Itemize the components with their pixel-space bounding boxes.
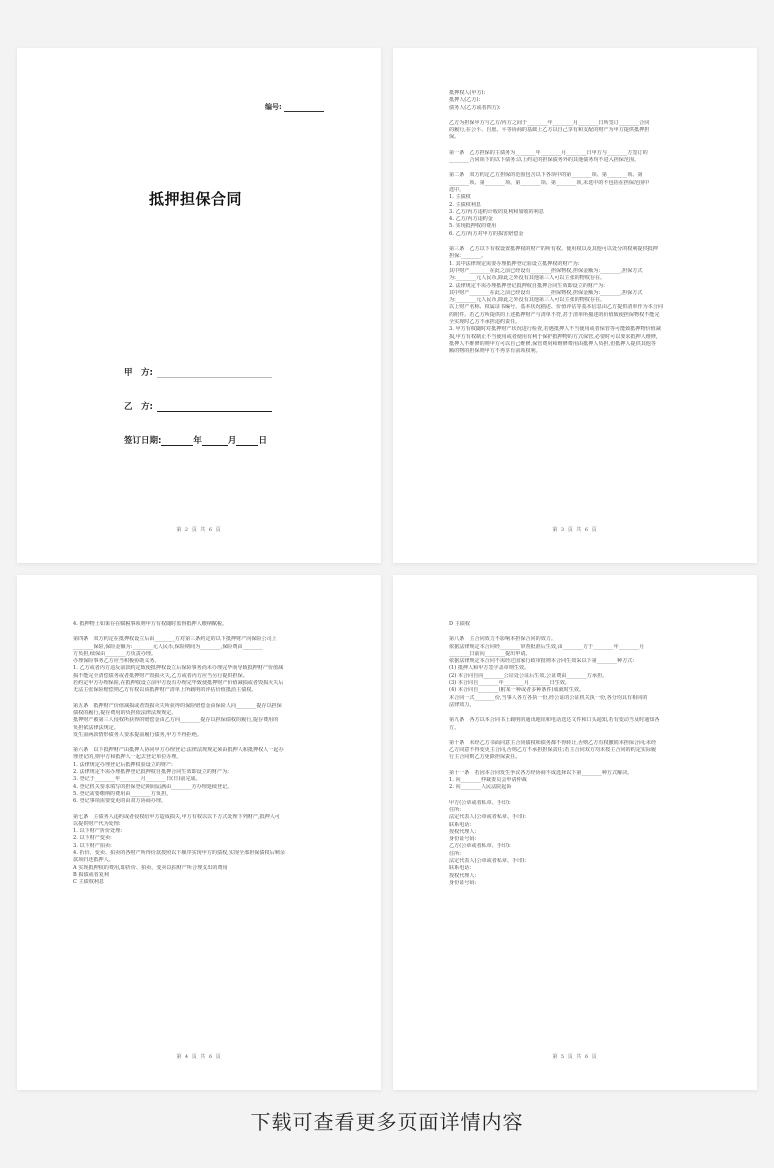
text-line: 以提供财产代为处理: [73,820,121,827]
text-line: 4. 折价、变卖、拍卖的各财产所得价款按照以下顺序实现甲方的债权,实现全部担保债权后剩余 [73,850,285,857]
page-body [449,90,723,356]
text-line: 1. 以下财产折价处理: [73,828,122,835]
text-line: 依据法律规定本合同经________审查批准后生效,由________方于________年________月 [449,643,645,650]
text-line: ________合同项下的以下债务:以上约定的担保债务外的其他债务均不进入担保范围。 [449,157,640,164]
text-line: 方。 [449,724,460,731]
text-line: (4) 本合同自________(附某一种或者多种条件)成就时生效。 [449,687,585,694]
text-line: 6. 登记事项需要变更的由双方协商办理。 [73,798,167,805]
text-line: 若约定甲方办理保险,在抵押权设立前甲方没有办理完毕致使抵押财产价值减损或者毁损灭失后 [73,680,284,687]
paragraph-gap [73,695,347,703]
text-line: ________项、第________项、第________项、第________项,未选中的不包括在担保范围中 [449,179,650,186]
text-line: 1. 向________仲裁委员会申请仲裁 [449,777,527,784]
text-line: 本合同一式________份,当事人各方各执一份,经公证的公证机关执一份,各分均具有相同的 [449,694,648,701]
sign-date-label: 签订日期: [124,436,162,446]
text-line: 6. 乙方/丙方对甲方的损害赔偿金 [449,230,524,237]
text-line: 第二条 双方约定乙方担保的范围包含以下各项中的第________项、第________项、第 [449,172,643,179]
page-title: 抵押担保合同 [149,190,243,208]
paragraph-gap [73,739,347,747]
text-line: 2. 向________人民法院起诉 [449,784,512,791]
paragraph-gap [449,238,723,246]
text-line: 其中财产________在此之前已经设有________担保物权,担保金额为:________,担保方式 [449,289,643,296]
text-line: (1) 抵押人和甲方签字盖章则生效。 [449,665,530,672]
text-line: 1. 其中法律规定需要办理抵押登记验设立抵押权的财产为: [449,260,580,267]
text-line: B 损债或者复利 [73,871,109,878]
text-line: 3. 以下财产拍卖: [73,842,112,849]
text-line: 授权代理人: [449,872,477,879]
text-line: D 主债权 [449,621,470,627]
paragraph-gap [73,628,347,636]
text-line: 2. 法律规定不需办理抵押登记抵押权自抵押合同生效即设立的财产为: [73,769,229,776]
text-line: 联系电话: [449,865,472,872]
text-line: 其中财产________在此之前已经设有________担保物权,担保金额为:________,担保方式 [449,267,643,274]
text-line: 抵押人(乙方): [449,97,481,104]
text-line: 理登记的,则甲方和抵押人一起去登记单位办理。 [73,754,182,761]
paragraph-gap [73,806,347,814]
party-b-field [124,400,272,412]
text-line: 负担依法律法规定。 [73,724,119,731]
text-line: 1. 法律规定办理登记后抵押权验设立的财产: [73,761,173,768]
page-body [449,621,723,887]
text-line: 3. 乙方/丙方违约计收的复利和加收的利息 [449,208,544,215]
contract-number-label: 编号: [265,103,282,111]
text-line: 住所: [449,850,461,857]
text-line: 款项归还抵押人。 [73,857,114,864]
text-line: 第七条 主债务人违约或者侵权给甲方造成损失,甲方有权以以下方式处理下列财产,抵押人可 [73,813,280,820]
party-b-label: 乙 方: [124,402,153,412]
contract-number-blank [284,104,324,112]
text-line: (2) 本合同自向________公证处公证后生效,公证费由________方承担。 [449,672,608,679]
text-line: 的附件。若乙方所提供的上述抵押财产与清单不符,甚于清单所描述的价值致使担保物权不能完 [449,311,660,318]
paragraph-gap [449,709,723,717]
text-line: 全实现时乙方不承担违约责任。 [449,319,521,326]
text-line: 选中。 [449,186,465,193]
text-line: 的履行,在公平、自愿、平等协商的基础上乙方以自己享有和支配的财产为甲方提供抵押担 [449,127,650,134]
text-line: 依据法律规定本合同不需经过国家行政审批则本合同生效采以下第________种方式: [449,658,635,665]
text-line: 担保:________。 [449,253,487,260]
contract-number-field [265,102,324,112]
text-line: 额的物的担保则甲方不再享有前项权利。 [449,348,541,355]
text-line: 无法主张保险赔偿则乙方有权以该抵押财产清单上所载明的评估价值抵消主债权。 [73,687,257,694]
text-line: 第四条 双方约定在抵押权设立后由________方对第三条约定的以下抵押财产向保险公司上 [73,636,277,643]
text-line: 4. 抵押物上如果存在赋税事项则甲方有权随时监督抵押人缴纳赋税。 [73,621,228,627]
year-label: 年 [193,436,202,446]
text-line: 抵押财产被第三人侵权所获得的赔偿金由乙方向________提存以担保债权的履行,提存费用的 [73,717,279,724]
paragraph-gap [449,762,723,770]
text-line: 5. 登记需要缴纳的费用由________方负担。 [73,790,172,797]
text-line: 1. 主债权 [449,194,471,201]
party-a-label: 甲 方: [124,368,153,378]
text-line: 住所: [449,806,461,813]
text-line: 3. 登记于________年________月________日(日)前完成。 [73,776,201,783]
month-label: 月 [227,436,237,446]
text-line: 联系电话: [449,821,472,828]
text-line: 第五条 抵押财产价值减损或者毁损灭失所获得的保险赔偿金由保险人向________提存以担保 [73,702,282,709]
text-line: 债权的履行,提存费用的负担依法律法规规定。 [73,709,177,716]
text-line: ________保险,保险金额为:________元人民币,保险期间为________,保险费由________ [73,643,263,650]
text-line: 第六条 以下抵押财产由抵押人协同甲方办理登记:法律法规规定须由抵押人和抵押权人一起办 [73,747,284,754]
text-line: 4. 登记机关要求填写的担保登记期间届满由________方办理延续登记。 [73,783,233,790]
day-blank [236,436,258,446]
text-line: 2. 主债权利息 [449,201,481,208]
text-line: ________日前向________提出申请。 [449,650,531,657]
text-line: 身份证号码: [449,879,477,886]
text-line: 乙方同意不得变更主合同,否则乙方不承担担保责任;若主合同双方均未按主合同的约定实际履 [449,747,657,754]
download-caption: 下载可查看更多页面详情内容 [250,1110,524,1134]
text-line: 抵押人不维修的则甲方可以自己维修,保管费用和维修费用由抵押人负担,但抵押人提供其他等 [449,340,656,347]
paragraph-gap [449,628,723,636]
text-line: A 实现抵押权的费用,即折价、拍卖、变卖以拍财产所合理支出的费用 [73,864,228,871]
paragraph-gap [449,112,723,120]
document-page-5 [393,575,757,1090]
text-line: 损,甲方有权制止不当使用或者使用有利于保护抵押物的方式保管,必要时可以要求抵押人维修, [449,333,658,340]
text-line: 第一条 乙方担保的主债务为________年________月________日甲方与________方签订的 [449,149,648,156]
text-line: 债务人(乙方或者四方): [449,104,501,111]
text-line: 身份证号码: [449,836,477,843]
page-footer: 第 3 页 共 6 页 [552,527,598,533]
page-footer: 第 2 页 共 6 页 [176,527,222,533]
sign-date-field [124,434,267,446]
text-line: 乙方为担保甲方与乙方/丙方之间于________年________月________日所签订________合同 [449,119,650,126]
text-line: 损不能完全清偿债务或者抵押财产毁损灭失,乙方或者丙方应当另行提供担保。 [73,672,248,679]
text-line: C 主债权利息 [73,879,104,886]
text-line: 保。 [449,134,460,141]
day-label: 日 [258,436,267,446]
paragraph-gap [449,142,723,150]
text-line: 法定代表人(公章或者私章、手印): [449,814,527,821]
document-page-4 [17,575,381,1090]
text-line: 为:________元人民币,除此之外没有其他第三人可以主张的物权存在。 [449,297,606,304]
text-line: 1. 乙方或者丙方违反前款约定致使抵押权设立后保险事务尚未办理完毕而导致抵押财产价值减 [73,665,284,672]
paragraph-gap [449,792,723,800]
text-line: 法律效力。 [449,701,475,708]
text-line: 第十条 未经乙方书面同意主合同债权和债务都不得转让,否则乙方有权撤销本担保合同;未经 [449,739,657,746]
text-line: 乙方(公章或者私章、手印): [449,843,511,850]
paragraph-gap [449,732,723,740]
document-page-3 [393,48,757,563]
paragraph-gap [449,164,723,172]
text-line: 法定代表人(公章或者私章、手印): [449,858,527,865]
document-page-2 [17,48,381,563]
text-line: 4. 乙方/丙方违约金 [449,216,493,223]
page-footer: 第 5 页 共 6 页 [552,1054,598,1060]
text-line: (3) 本合同自________年________月________日生效。 [449,680,570,687]
text-line: 甲方(公章或者私章、手印): [449,799,511,806]
text-line: 5. 实现抵押权的费用 [449,223,497,230]
text-line: 授权代理人: [449,828,477,835]
text-line: 方负担,续保由________方负责办理。 [73,650,157,657]
text-line: 以上财产名称、权属证书编号、基本状况描述、价值评估等基本信息由乙方提供清单作为本合同 [449,304,663,311]
party-a-field [124,366,272,378]
page-body [73,621,347,887]
text-line: 发生前两款情形债务人要求提前履行债务,甲方不得拒绝。 [73,731,202,738]
month-blank [202,436,228,446]
text-line: 行主合同则乙方免除担保责任。 [449,754,521,761]
text-line: 2. 法律规定不需办理抵押登记抵押权自抵押合同生效即设立的财产为: [449,282,605,289]
party-a-blank [157,368,272,378]
text-line: 为:________元人民币,除此之外没有其他第三人可以主张的物权存在。 [449,275,606,282]
text-line: 3. 甲方有权随时对抵押财产状况进行检查,若遇抵押人不当使用或者保管等可能致抵押物价值减 [449,326,661,333]
text-line: 第三条 乙方以下有权设置抵押权的财产的所有权、使用权以及其他可以处分的权利提供抵押 [449,246,658,253]
text-line: 第八条 主合同效力不影响本担保合同的效力。 [449,636,556,643]
text-line: 第九条 各方以本合同书上载明的通讯地址和电话送达文件和口头通知,若有变动当及时通知各 [449,717,660,724]
page-footer: 第 4 页 共 6 页 [176,1054,222,1060]
party-b-blank [157,402,272,412]
text-line: 2. 以下财产变卖: [73,835,112,842]
year-blank [161,436,193,446]
text-line: 第十一条 若因本合同发生争议各方经协商不成选择以下第________种方式解决。 [449,769,633,776]
text-line: 抵押权人(甲方): [449,90,486,96]
text-line: 办理保险事务乙方应当积极协助义务。 [73,658,160,665]
